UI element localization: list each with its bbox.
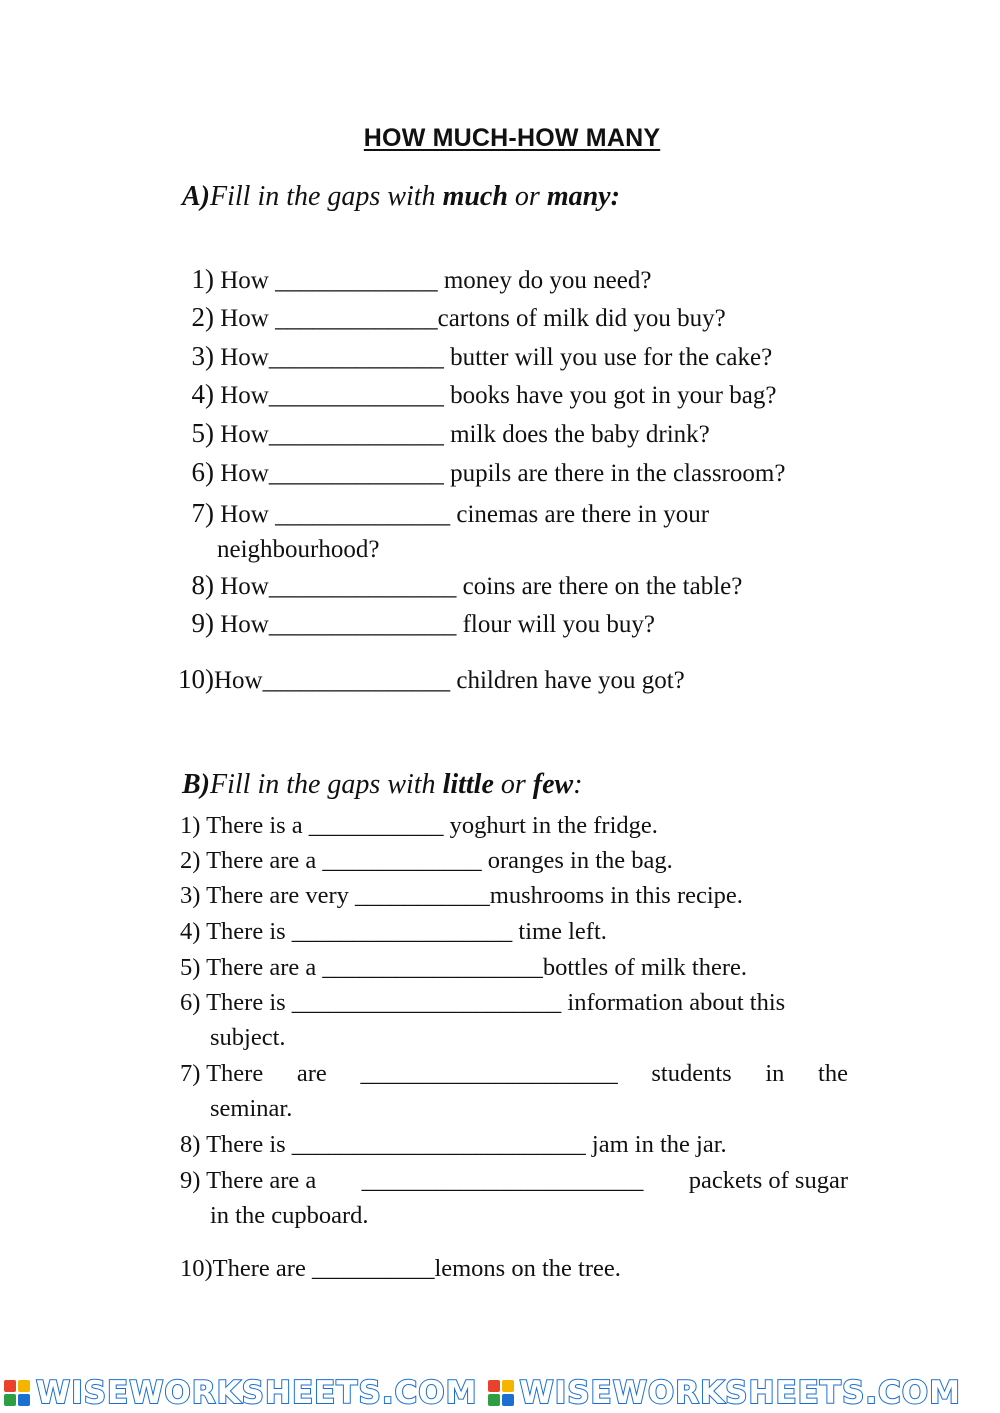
section-b-item (180, 1056, 848, 1126)
item-part: 7) There (180, 1060, 264, 1087)
section-b-heading (182, 769, 583, 801)
item-part: _____________________ (360, 1060, 618, 1087)
section-b-instruction: Fill in the gaps with (210, 769, 443, 800)
section-b-item (180, 985, 848, 1055)
section-a-heading (182, 181, 620, 213)
section-a-instruction: Fill in the gaps with (210, 181, 443, 212)
item-text: 6) There is ______________________ information about this (180, 989, 786, 1016)
item-text: How______________ books have you got in your bag? (220, 382, 777, 409)
item-part: are (296, 1060, 327, 1087)
item-number: 9) (191, 608, 214, 638)
item-part: the (818, 1060, 848, 1087)
section-a-item (176, 302, 726, 334)
section-a-or: or (507, 181, 547, 212)
watermark-block (0, 1375, 478, 1411)
section-a-letter: A) (182, 181, 210, 212)
watermark-block (484, 1375, 962, 1411)
item-text: 1) There is a ___________ yoghurt in the fridge. (180, 812, 658, 839)
section-a-item (176, 608, 655, 640)
item-number: 6) (191, 457, 214, 487)
item-text: How ______________ cinemas are there in your (220, 501, 710, 528)
section-a-item (176, 341, 772, 373)
item-continuation: subject. (210, 1024, 286, 1051)
item-text: How_______________ coins are there on the table? (220, 573, 743, 600)
worksheet-title: HOW MUCH-HOW MANY (363, 124, 661, 152)
item-number: 8) (191, 570, 214, 600)
item-number: 7) (191, 498, 214, 528)
wiseworksheets-logo-icon (488, 1380, 514, 1406)
item-text: 10)There are __________lemons on the tree. (180, 1255, 621, 1282)
watermark-text: WISEWORKSHEETS.COM (36, 1374, 478, 1411)
section-a-item (176, 418, 710, 450)
item-number: 1) (191, 264, 214, 294)
item-part: _______________________ (361, 1167, 644, 1194)
section-b-or: or (493, 769, 533, 800)
item-number: 3) (191, 341, 214, 371)
watermark-bar (0, 1372, 1000, 1413)
section-a-word2: many: (546, 181, 620, 212)
item-part: packets of sugar (688, 1167, 848, 1194)
section-a-item (176, 570, 742, 602)
wiseworksheets-logo-icon (4, 1380, 30, 1406)
item-text: 3) There are very ___________mushrooms in this recipe. (180, 882, 743, 909)
watermark-text: WISEWORKSHEETS.COM (519, 1374, 961, 1411)
item-text: How______________ butter will you use for the cake? (220, 344, 773, 371)
section-b-letter: B) (182, 769, 210, 800)
section-b-item (180, 914, 848, 949)
section-a-item (176, 496, 709, 567)
item-part: in (765, 1060, 785, 1087)
section-b-item (180, 878, 848, 913)
item-text: 8) There is ________________________ jam in the jar. (180, 1131, 727, 1158)
item-text: How_______________ children have you got? (214, 667, 685, 694)
section-b-item (180, 1127, 848, 1162)
section-b-colon: : (573, 769, 583, 800)
item-text: 4) There is __________________ time left. (180, 918, 607, 945)
section-a-item (176, 264, 651, 296)
item-text: 2) There are a _____________ oranges in the bag. (180, 847, 673, 874)
item-number: 10) (178, 664, 214, 694)
item-continuation: in the cupboard. (210, 1202, 369, 1229)
section-a-item (176, 457, 785, 489)
section-a-item (176, 664, 685, 696)
section-a-word1: much (442, 181, 508, 212)
item-number: 5) (191, 418, 214, 448)
item-continuation: seminar. (210, 1095, 293, 1122)
item-text: How _____________ money do you need? (220, 267, 652, 294)
item-text: How______________ milk does the baby drink? (220, 421, 710, 448)
item-number: 4) (191, 379, 214, 409)
item-text: How______________ pupils are there in the classroom? (220, 460, 786, 487)
justified-line (180, 1056, 848, 1091)
section-b-item (180, 843, 848, 878)
item-part: students (651, 1060, 732, 1087)
section-b-item (180, 1251, 848, 1286)
section-b-item (180, 808, 848, 843)
item-continuation: neighbourhood? (217, 536, 380, 563)
justified-line (180, 1163, 848, 1198)
item-text: How _____________cartons of milk did you buy? (220, 305, 726, 332)
item-text: How_______________ flour will you buy? (220, 611, 655, 638)
item-part: 9) There are a (180, 1167, 317, 1194)
item-text: 5) There are a __________________bottles of milk there. (180, 954, 747, 981)
section-b-word2: few (532, 769, 574, 800)
section-b-item (180, 950, 848, 985)
section-a-item (176, 379, 776, 411)
item-number: 2) (191, 302, 214, 332)
section-b-word1: little (442, 769, 494, 800)
section-b-item (180, 1163, 848, 1233)
